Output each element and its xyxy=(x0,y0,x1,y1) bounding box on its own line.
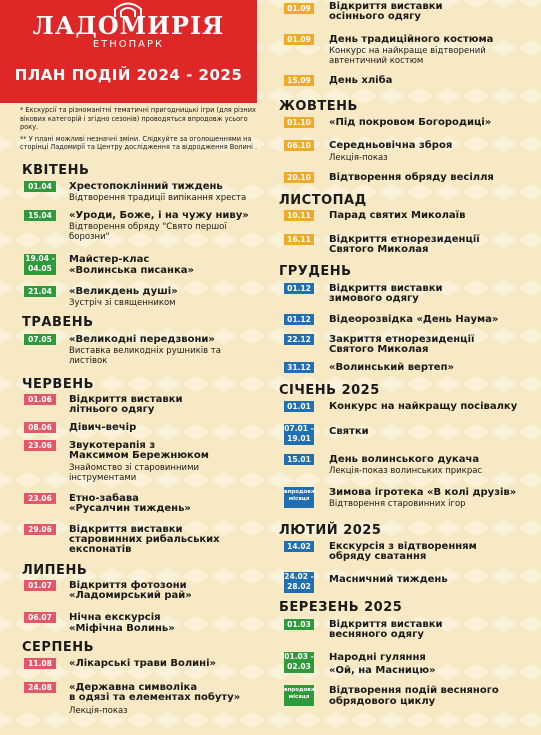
event-title: Конкурс на найкращу посівалку xyxy=(329,401,518,412)
event-desc: Лекція-показ волинських прикрас xyxy=(329,466,483,476)
date-badge: 21.04 xyxy=(24,286,56,297)
event-title: Святки xyxy=(329,426,369,437)
date-badge xyxy=(24,254,56,275)
date-end: 04.05 xyxy=(28,264,52,273)
event-title: Хрестопоклінний тиждень xyxy=(69,181,223,192)
event-title: Зимова ігротека «В колі друзів» xyxy=(329,487,517,498)
date-badge: 06.07 xyxy=(24,612,56,623)
event-title: «Лікарські трави Волині» xyxy=(69,658,216,669)
event-desc: Лекція-показ xyxy=(329,153,388,163)
event-title: весняного одягу xyxy=(329,629,424,640)
event-title: Етно-забава xyxy=(69,493,139,504)
date-badge: 10.11 xyxy=(284,210,314,221)
event-title: Відкриття виставки xyxy=(69,524,183,535)
page-title: ПЛАН ПОДІЙ 2024 - 2025 xyxy=(14,66,243,84)
event-title: Святого Миколая xyxy=(329,344,429,355)
event-desc: Відтворення традиції випікання хреста xyxy=(69,193,247,203)
event-title: «Уроди, Боже, і на чужу ниву» xyxy=(69,210,249,221)
date-badge: 01.09 xyxy=(284,34,314,45)
event-desc: Відтворення обряду "Свято першої xyxy=(69,222,227,232)
section-december: ГРУДЕНЬ xyxy=(279,264,352,279)
date-badge: 08.06 xyxy=(24,422,56,433)
event-title: Народні гуляння xyxy=(329,652,426,663)
section-february: ЛЮТИЙ 2025 xyxy=(279,523,382,538)
event-title: літнього одягу xyxy=(69,404,155,415)
event-title: Екскурсія з відтворенням xyxy=(329,541,477,552)
date-badge: 07.05 xyxy=(24,334,56,345)
date-badge: 31.12 xyxy=(284,362,314,373)
event-title: Відтворення подій весняного xyxy=(329,685,499,696)
date-badge xyxy=(284,652,314,673)
date-badge: 01.12 xyxy=(284,314,314,325)
event-title: осіннього одягу xyxy=(329,11,421,22)
date-end: 19.01 xyxy=(287,434,311,443)
date-start: 19.04 - xyxy=(25,254,55,263)
date-end: 02.03 xyxy=(287,662,311,671)
left-column xyxy=(0,0,272,716)
date-badge: 01.03 xyxy=(284,619,314,630)
event-title: Відкриття виставки xyxy=(329,619,443,630)
note-1: * Екскурсії та різноманітні тематичні пригодницькі ігри (для різних вікових категорій і згідно сезонів) проводяться впродовж усього року. xyxy=(20,106,256,131)
event-title: Відкриття етнорезиденції xyxy=(329,234,480,245)
event-desc: Лекція-показ xyxy=(69,706,128,716)
event-title: Відтворення обряду весілля xyxy=(329,172,494,183)
note-2: ** У плані можливі незначні зміни. Слідкуйте за оголошеннями на сторінці Ладомирії та Центру дослідження та відродження Волині . xyxy=(20,134,258,151)
event-title: «Державна символіка xyxy=(69,682,198,693)
date-badge: 01.07 xyxy=(24,580,56,591)
event-title: «Великодні передзвони» xyxy=(69,334,215,345)
date-badge: 14.02 xyxy=(284,541,314,552)
section-july: ЛИПЕНЬ xyxy=(22,563,88,578)
event-title: День традиційного костюма xyxy=(329,34,494,45)
section-january: СІЧЕНЬ 2025 xyxy=(279,383,380,398)
event-title: День хліба xyxy=(329,75,393,86)
section-march: БЕРЕЗЕНЬ 2025 xyxy=(279,600,403,615)
event-desc: листівок xyxy=(69,356,108,366)
date-badge: 01.12 xyxy=(284,283,314,294)
event-title: День волинського дукача xyxy=(329,454,480,465)
event-title: Звукотерапія з xyxy=(69,440,156,451)
date-badge: 01.04 xyxy=(24,181,56,192)
event-title: обряду сватання xyxy=(329,551,427,562)
date-badge: 01.10 xyxy=(284,117,314,128)
event-title: обрядового циклу xyxy=(329,696,436,707)
event-desc: Знайомство зі старовинними xyxy=(69,463,200,473)
event-desc: Конкурс на найкраще відтворений xyxy=(329,46,486,56)
event-title: Відкриття фотозони xyxy=(69,580,187,591)
date-badge: 01.09 xyxy=(284,3,314,14)
date-badge: 06.10 xyxy=(284,140,314,151)
event-title: експонатів xyxy=(69,544,132,555)
date-start: 24.02 - xyxy=(284,572,314,581)
section-may: ТРАВЕНЬ xyxy=(22,315,94,330)
event-title: зимового одягу xyxy=(329,293,419,304)
brand-subtitle: ЕТНОПАРК xyxy=(92,39,165,50)
section-april: КВІТЕНЬ xyxy=(22,163,90,178)
date-start: впродовж xyxy=(284,687,317,693)
event-title: «Волинський вертеп» xyxy=(329,362,454,373)
event-title: Відкриття виставки xyxy=(329,1,443,12)
event-title: «Великдень душі» xyxy=(69,286,178,297)
event-title: Парад святих Миколаїв xyxy=(329,210,466,221)
event-desc: борозни" xyxy=(69,232,110,242)
date-badge: 20.10 xyxy=(284,172,314,183)
date-badge: 22.12 xyxy=(284,334,314,345)
event-title: Відкриття виставки xyxy=(329,283,443,294)
event-title: Майстер-клас xyxy=(69,254,150,265)
event-title: «Ладомирський рай» xyxy=(69,590,192,601)
date-badge: 15.01 xyxy=(284,454,314,465)
event-title: Середньовічна зброя xyxy=(329,140,453,151)
date-end: місяця xyxy=(288,694,310,700)
date-badge xyxy=(284,685,317,706)
date-badge: 23.06 xyxy=(24,493,56,504)
date-end: 28.02 xyxy=(287,582,311,591)
date-badge xyxy=(284,487,317,508)
date-start: 07.01 - xyxy=(284,424,314,433)
event-title: Масничний тиждень xyxy=(329,574,448,585)
date-badge xyxy=(284,572,314,593)
brand-title: ЛАДОМИРІЯ xyxy=(32,11,225,40)
date-badge xyxy=(284,424,314,445)
date-end: місяця xyxy=(288,496,310,502)
event-title: Нічна екскурсія xyxy=(69,612,161,623)
date-badge: 15.09 xyxy=(284,75,314,86)
event-desc: Виставка великодніх рушників та xyxy=(69,346,221,356)
date-badge: 24.08 xyxy=(24,682,56,693)
date-badge: 16.11 xyxy=(284,234,314,245)
event-title: Святого Миколая xyxy=(329,244,429,255)
event-desc: Зустріч зі священником xyxy=(69,298,176,308)
event-title: «Русалчин тиждень» xyxy=(69,503,191,514)
date-start: 01.03 - xyxy=(284,652,314,661)
event-title: Закриття етнорезиденції xyxy=(329,334,475,345)
event-title: Відкриття виставки xyxy=(69,394,183,405)
event-title: в одязі та елементах побуту» xyxy=(69,692,241,703)
event-title: старовинних рибальських xyxy=(69,534,220,545)
event-title: «Міфічна Волинь» xyxy=(69,623,175,634)
event-title: Дівич-вечір xyxy=(69,422,137,433)
event-title: «Під покровом Богородиці» xyxy=(329,117,492,128)
event-title: «Ой, на Масницю» xyxy=(329,665,436,676)
date-badge: 11.08 xyxy=(24,658,56,669)
event-desc: Відтворення старовинних ігор xyxy=(329,499,466,509)
section-june: ЧЕРВЕНЬ xyxy=(22,377,94,392)
event-title: «Волинська писанка» xyxy=(69,265,194,276)
date-badge: 15.04 xyxy=(24,210,56,221)
date-badge: 01.01 xyxy=(284,401,314,412)
date-start: впродовж xyxy=(284,489,317,495)
event-title: Максимом Бережнюком xyxy=(69,450,209,461)
date-badge: 29.06 xyxy=(24,524,56,535)
date-badge: 01.06 xyxy=(24,394,56,405)
section-august: СЕРПЕНЬ xyxy=(22,640,94,655)
event-title: Відеорозвідка «День Наума» xyxy=(329,314,499,325)
section-october: ЖОВТЕНЬ xyxy=(279,99,358,114)
event-desc: автентичний костюм xyxy=(329,56,424,66)
event-desc: інструментами xyxy=(69,473,137,483)
header-banner xyxy=(0,0,257,103)
date-badge: 23.06 xyxy=(24,440,56,451)
section-november: ЛИСТОПАД xyxy=(279,193,367,208)
